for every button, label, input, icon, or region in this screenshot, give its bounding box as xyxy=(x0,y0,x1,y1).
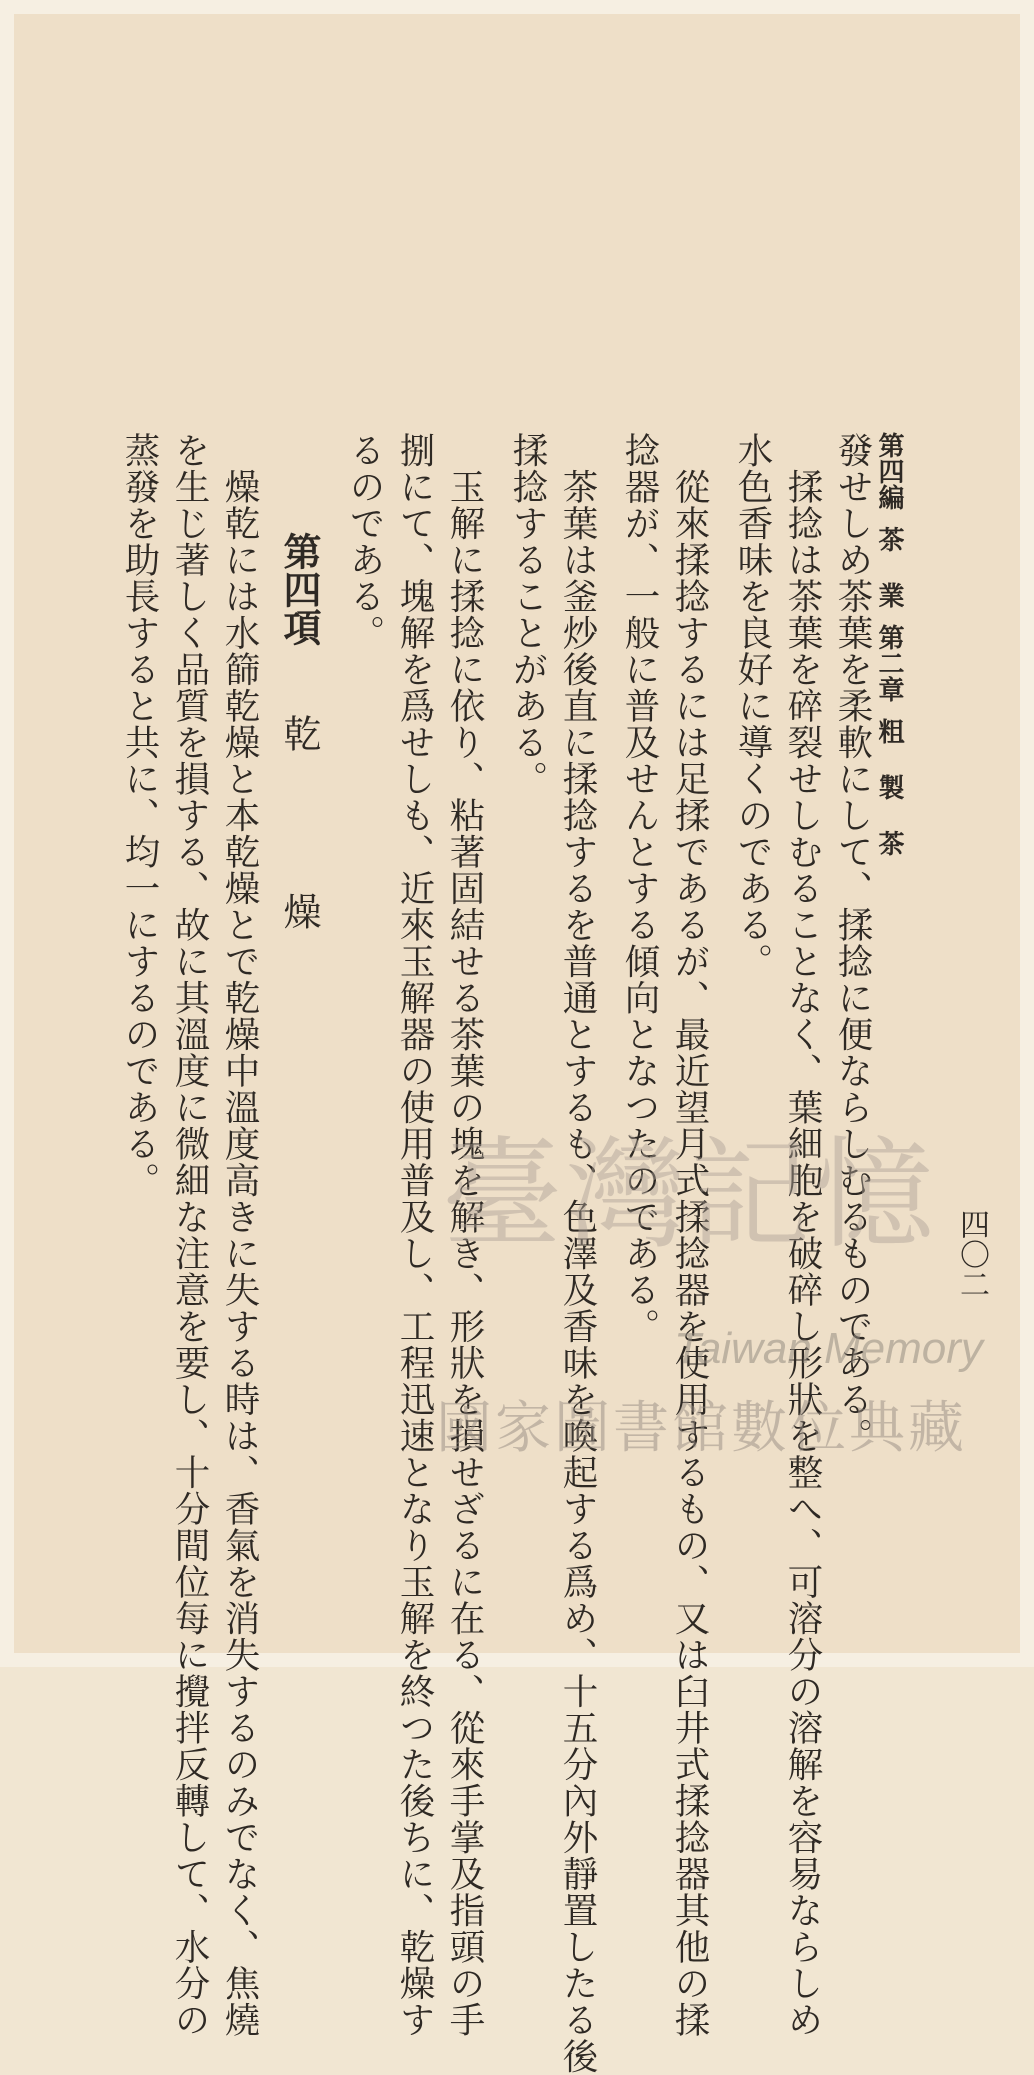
text-column-12: を生じ著しく品質を損する、故に其溫度に微細な注意を要し、十分間位每に攪拌反轉して、水分の xyxy=(169,432,210,2038)
header-chapter: 第二章 xyxy=(874,624,904,702)
header-part: 第四編 xyxy=(874,432,904,510)
text-column-2: 揉捻は茶葉を碎裂せしむることなく、葉細胞を破碎し形狀を整へ、可溶分の溶解を容易ならしめ xyxy=(782,432,823,2038)
text-column-13: 蒸發を助長すると共に、均一にするのである。 xyxy=(119,432,160,1199)
text-column-10: るのである。 xyxy=(344,432,385,651)
text-column-1: 發せしめ茶葉を柔軟にして、揉捻に便ならしむるものである。 xyxy=(832,432,873,1454)
header-title: 粗 製 茶 xyxy=(874,718,904,856)
text-column-5: 捻器が、一般に普及せんとする傾向となつたのである。 xyxy=(619,432,660,1345)
watermark-library: 國家圖書館數位典藏 xyxy=(436,1396,967,1461)
text-column-8: 玉解に揉捻に依り、粘著固結せる茶葉の塊を解き、形狀を損せざるに在る、從來手掌及指頭の手 xyxy=(444,432,485,2038)
section-number: 第四項 xyxy=(277,532,322,646)
watermark-logo-text: 臺灣記憶 xyxy=(442,1126,938,1265)
text-column-6: 茶葉は釜炒後直に揉捻するを普通とするも、色澤及香味を喚起する爲め、十五分內外靜置したる後 xyxy=(557,432,598,2075)
page-number: 四〇二 xyxy=(954,1209,989,1299)
text-column-7: 揉捻することがある。 xyxy=(507,432,548,797)
section-title: 乾燥 xyxy=(277,714,321,1070)
running-header xyxy=(874,432,904,856)
header-topic: 茶 業 xyxy=(874,526,904,608)
text-column-11: 燥乾には水篩乾燥と本乾燥とで乾燥中溫度高きに失する時は、香氣を消失するのみでなく、焦燒 xyxy=(219,432,260,2038)
text-column-9: 捌にて、塊解を爲せしも、近來玉解器の使用普及し、工程迅速となり玉解を終つた後ちに、乾燥す xyxy=(394,432,435,2038)
text-column-4: 從來揉捻するには足揉であるが、最近望月式揉捻器を使用するもの、又は臼井式揉捻器其他の揉 xyxy=(669,432,710,2038)
text-column-3: 水色香味を良好に導くのである。 xyxy=(732,432,773,980)
watermark-english: Taiwan Memory xyxy=(674,1324,983,1373)
